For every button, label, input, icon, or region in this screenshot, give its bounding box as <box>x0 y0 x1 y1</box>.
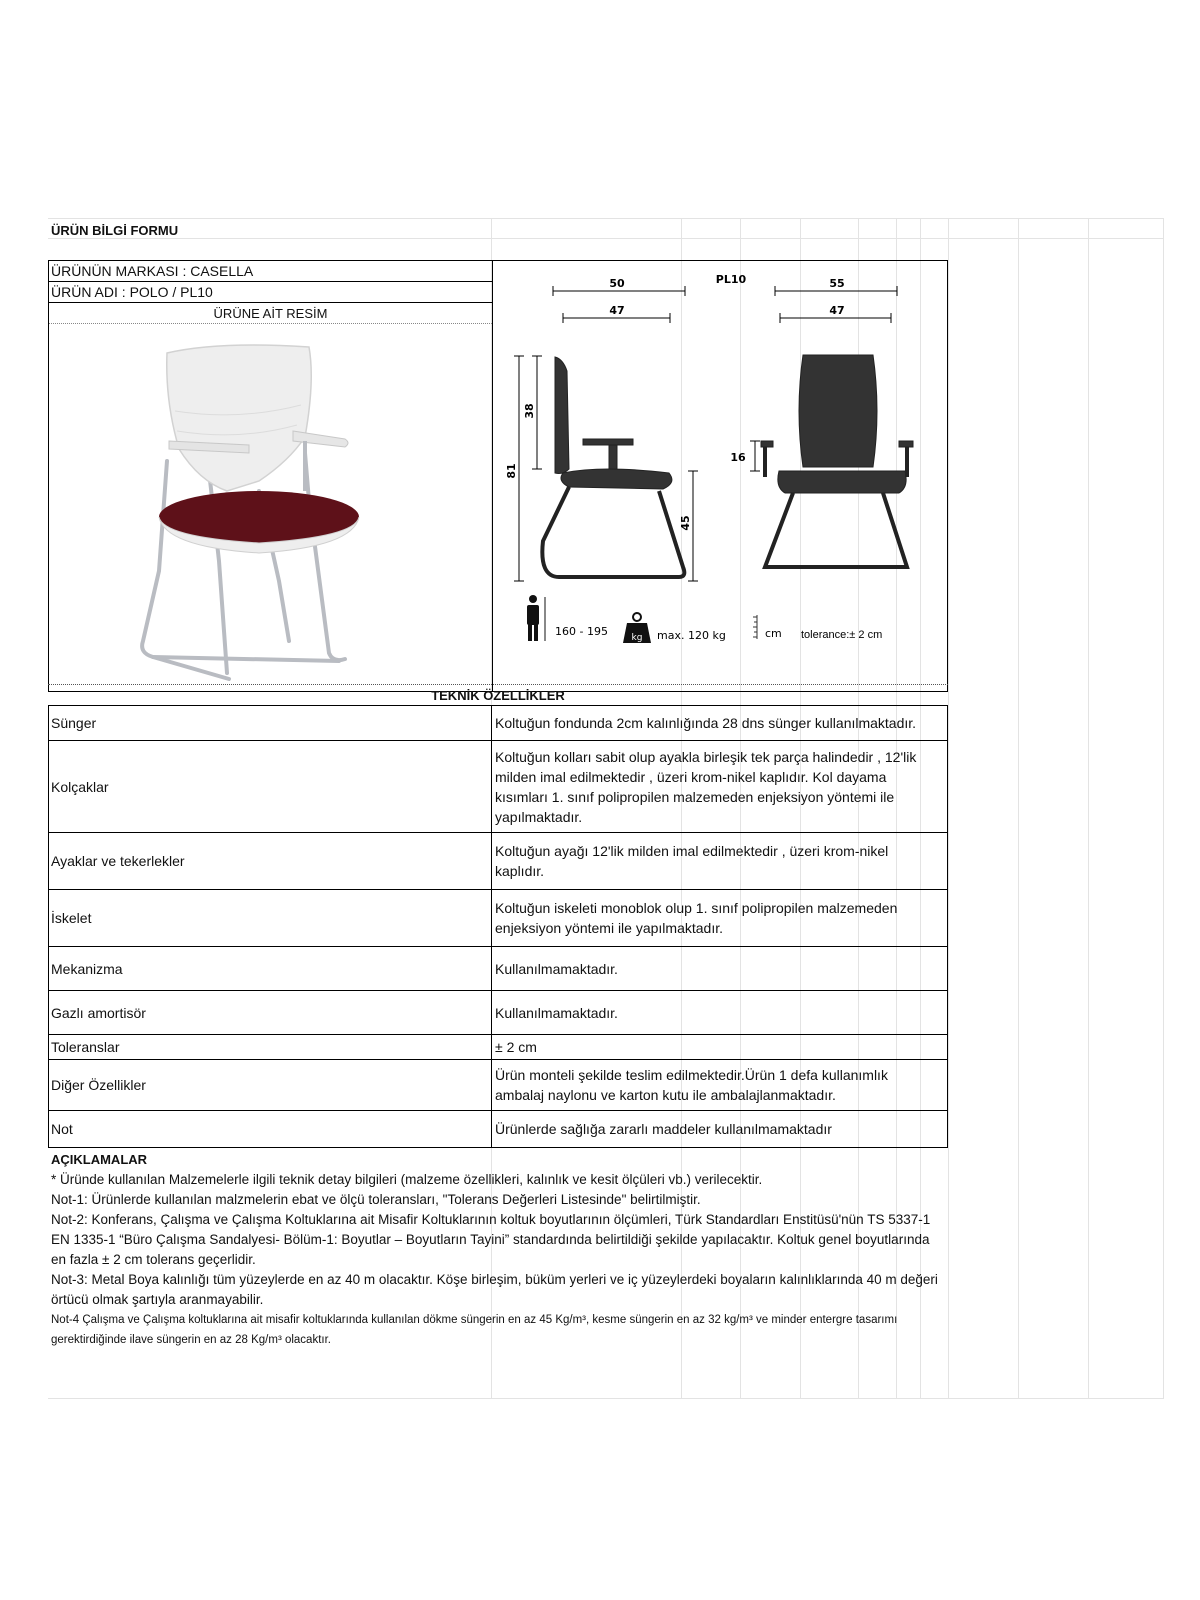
product-header-block <box>48 260 948 692</box>
person-icon <box>527 595 545 641</box>
spec-value: Ürün monteli şekilde teslim edilmektedir.Ürün 1 defa kullanımlık ambalaj naylonu ve karton kutu ile ambalajlanmaktadır. <box>495 1067 888 1103</box>
dim-side-seat: 47 <box>609 304 625 317</box>
max-load: max. 120 kg <box>657 629 726 642</box>
form-title: ÜRÜN BİLGİ FORMU <box>51 223 179 238</box>
ruler-icon <box>753 615 757 639</box>
note-general: * Üründe kullanılan Malzemelerle ilgili teknik detay bilgileri (malzeme özellikleri, kalınlık ve kesit ölçüleri vb.) verilecektir. <box>51 1172 763 1187</box>
brand-line: ÜRÜNÜN MARKASI : CASELLA <box>49 261 492 282</box>
spec-key: Kolçaklar <box>51 778 109 795</box>
spec-key: Sünger <box>51 715 97 731</box>
spec-value: Koltuğun ayağı 12'lik milden imal edilmektedir , üzeri krom-nikel kaplıdır. <box>495 843 889 879</box>
spec-row-kolcaklar <box>48 741 948 833</box>
unit-cm: cm <box>765 627 782 640</box>
spec-value: Ürünlerde sağlığa zararlı maddeler kullanılmamaktadır <box>495 1121 832 1137</box>
spec-value: ± 2 cm <box>495 1039 537 1055</box>
spec-row-ayaklar <box>48 833 948 890</box>
spec-value: Koltuğun iskeleti monoblok olup 1. sınıf polipropilen malzemeden enjeksiyon yöntemi ile yapılmaktadır. <box>495 900 898 936</box>
spec-key: Mekanizma <box>51 960 123 977</box>
dim-arm-height: 16 <box>730 451 746 464</box>
dim-front-seat: 47 <box>829 304 845 317</box>
spec-value: Kullanılmamaktadır. <box>495 960 618 977</box>
spec-value: Kullanılmamaktadır. <box>495 1004 618 1021</box>
note-1: Not-1: Ürünlerde kullanılan malzmelerin ebat ve ölçü toleransları, "Tolerans Değerleri Listesinde" belirtilmiştir. <box>51 1192 701 1207</box>
spec-row-not <box>48 1111 948 1148</box>
spec-key: Gazlı amortisör <box>51 1004 146 1021</box>
spec-row-toleranslar <box>48 1035 948 1060</box>
note-4: Not-4 Çalışma ve Çalışma koltuklarına ait misafir koltuklarında kullanılan dökme süngerin en az 45 Kg/m³, kesme süngerin en az 32 kg/m³ ve minder entergre tasarımı gerektirdiğinde ilave süngerin en az 28 Kg/m³ olacaktır. <box>51 1314 898 1346</box>
spec-value: Koltuğun fondunda 2cm kalınlığında 28 dns sünger kullanılmaktadır. <box>495 715 917 731</box>
dim-total-height: 81 <box>505 463 518 479</box>
notes-title: AÇIKLAMALAR <box>51 1152 148 1167</box>
product-photo <box>109 341 429 681</box>
spec-key: Ayaklar ve tekerlekler <box>51 853 185 869</box>
tolerance-note: tolerance:± 2 cm <box>801 629 883 641</box>
dim-back-height: 38 <box>523 403 536 419</box>
notes-section <box>48 1150 948 1350</box>
spec-row-mekanizma <box>48 947 948 991</box>
spec-key: Diğer Özellikler <box>51 1077 146 1093</box>
model-code: PL10 <box>715 273 747 286</box>
header-left <box>49 261 492 324</box>
spec-row-gazli-amortisor <box>48 991 948 1035</box>
spec-value: Koltuğun kolları sabit olup ayakla birleşik tek parça halindedir , 12'lik milden imal edilmektedir , üzeri krom-nikel kaplıdır. Kol dayama kısımları 1. sınıf polipropilen malzemeden enjeksiyon yöntemi ile yapılmaktadır. <box>495 748 917 825</box>
spec-key: İskelet <box>51 910 92 926</box>
note-3: Not-3: Metal Boya kalınlığı tüm yüzeylerde en az 40 m olacaktır. Köşe birleşim, büküm yerleri ve iç yüzeylerdeki boyaların kalınlıklarında 40 m değeri örtücü olmak şartıyla aranmayabilir. <box>51 1272 938 1307</box>
dim-front-width: 55 <box>829 277 845 290</box>
kg-badge: kg <box>631 633 643 643</box>
dim-side-depth: 50 <box>609 277 625 290</box>
spec-row-iskelet <box>48 890 948 947</box>
spec-title: TEKNİK ÖZELLİKLER <box>48 684 948 706</box>
spec-row-diger-ozellikler <box>48 1060 948 1111</box>
spec-key: Not <box>51 1121 73 1137</box>
dim-seat-height: 45 <box>679 515 692 531</box>
image-caption: ÜRÜNE AİT RESİM <box>49 303 492 324</box>
note-2: Not-2: Konferans, Çalışma ve Çalışma Koltuklarına ait Misafir Koltuklarının koltuk boyutlarının ölçümleri, Türk Standardları Enstitüsü'nün TS 5337-1 EN 1335-1 “Büro Çalışma Sandalyesi- Bölüm-1: Boyutlar – Boyutların Tayini” standardında belirtildiği şekilde yapılacaktır. Koltuk genel boyutlarında en fazla ± 2 cm tolerans geçerlidir. <box>51 1212 931 1267</box>
product-name-line: ÜRÜN ADI : POLO / PL10 <box>49 282 492 303</box>
spec-row-sunger <box>48 706 948 741</box>
technical-drawing <box>493 261 947 691</box>
user-height-range: 160 - 195 <box>555 625 608 638</box>
spec-key: Toleranslar <box>51 1039 120 1055</box>
